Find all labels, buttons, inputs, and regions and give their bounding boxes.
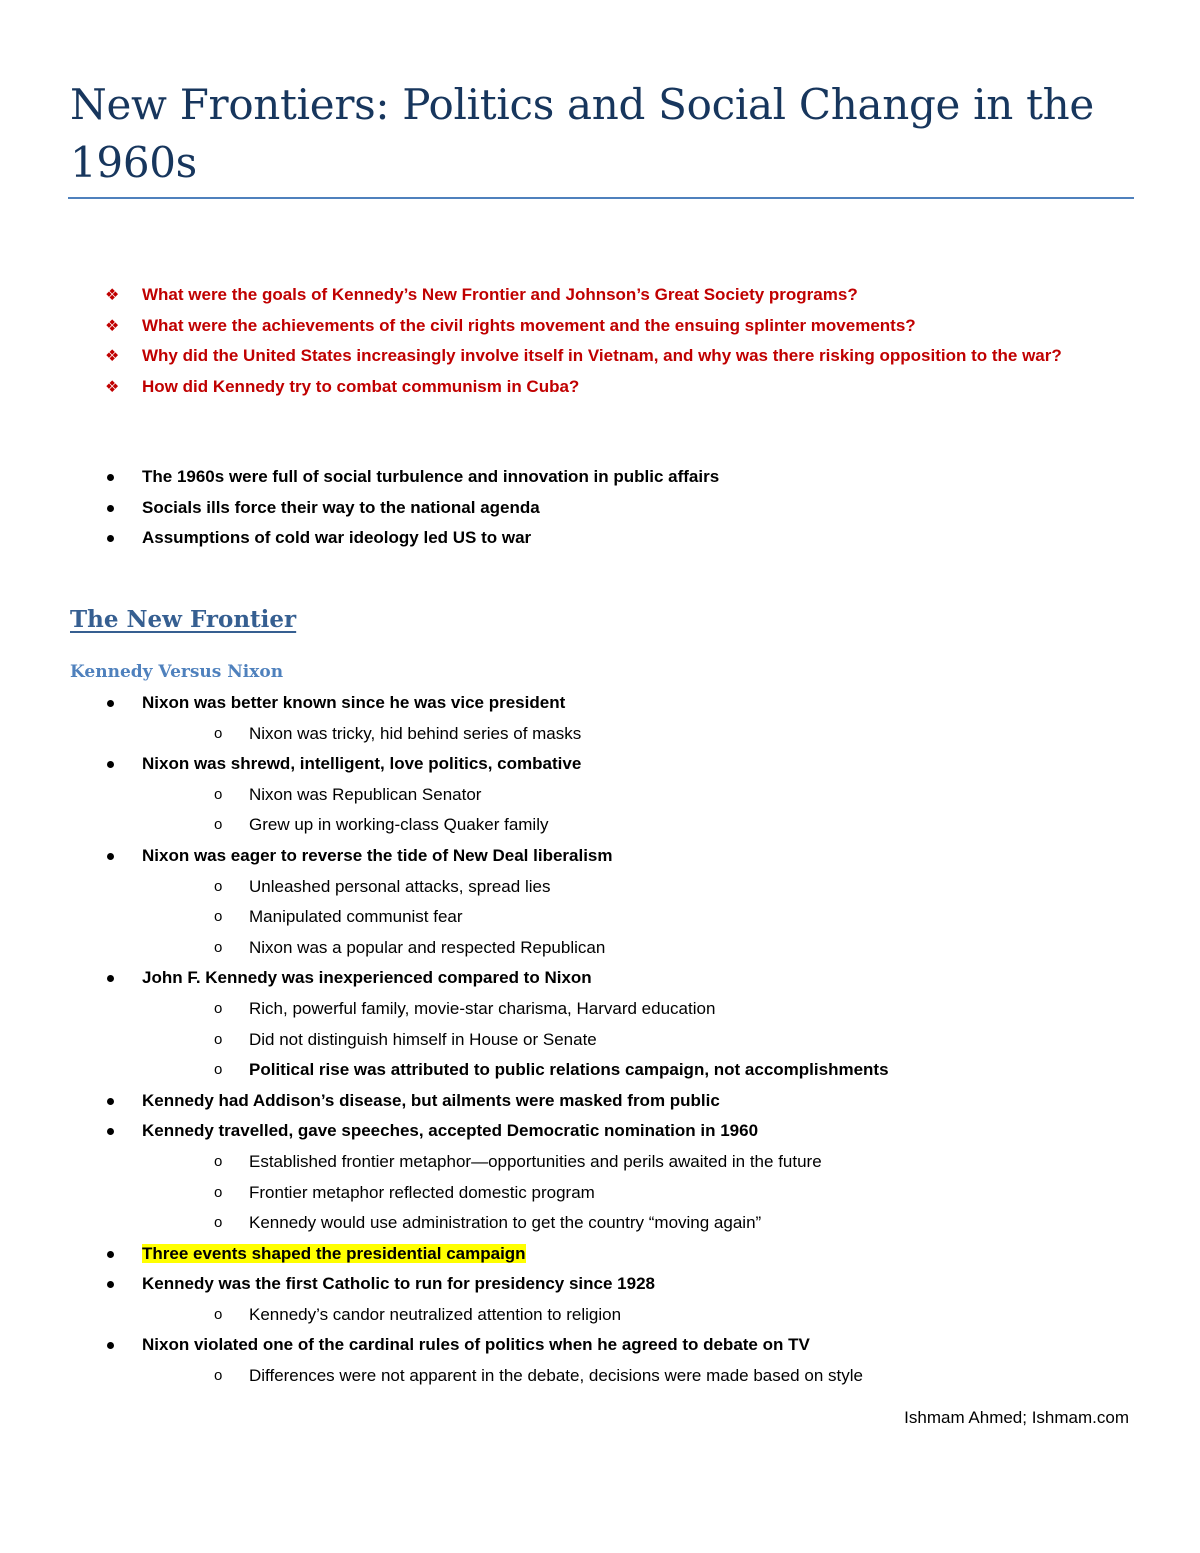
filled-circle-bullet-icon [107,1281,114,1288]
title-underline-rule [68,197,1134,199]
intro-point [105,493,1135,524]
question-text: How did Kennedy try to combat communism in Cuba? [142,376,580,396]
intro-point-text: Socials ills force their way to the national agenda [142,497,540,517]
outline-item [105,963,1145,1085]
guiding-question [105,372,1135,403]
outline-subitem [142,902,1145,933]
outline-sublist [142,719,1145,750]
hollow-o-marker: o [214,1367,223,1385]
outline-subitem-text: Kennedy’s candor neutralized attention to religion [249,1304,622,1324]
hollow-o-marker: o [214,1214,223,1232]
four-diamond-star-icon: ❖ [105,376,120,396]
outline-item-text: Nixon was shrewd, intelligent, love politics, combative [142,754,582,774]
outline-subitem [142,810,1145,841]
outline-item [105,1086,1145,1117]
outline-item-text: Nixon was eager to reverse the tide of New Deal liberalism [142,845,613,865]
outline-subitem [142,1178,1145,1209]
outline-subitem-text: Nixon was tricky, hid behind series of masks [249,723,582,743]
hollow-o-marker: o [214,908,223,926]
outline-subitem [142,1361,1145,1392]
filled-circle-bullet-icon [107,975,114,982]
outline-item [105,749,1145,841]
outline-subitem-text: Kennedy would use administration to get the country “moving again” [249,1213,762,1233]
filled-circle-bullet-icon [107,1342,114,1349]
outline-sublist [142,872,1145,964]
section-heading-new-frontier: The New Frontier [70,606,297,633]
hollow-o-marker: o [214,816,223,834]
hollow-o-marker: o [214,938,223,956]
outline-item-highlighted [105,1239,1145,1270]
outline-sublist [142,1300,1145,1331]
document-title: New Frontiers: Politics and Social Change in the 1960s [70,80,1094,187]
outline-item-text: John F. Kennedy was inexperienced compared to Nixon [142,968,592,988]
outline-sublist [142,994,1145,1086]
hollow-o-marker: o [214,1183,223,1201]
outline-item [105,1116,1145,1238]
outline-subitem [142,1025,1145,1056]
outline-sublist [142,1361,1145,1392]
outline-item [105,841,1145,963]
filled-circle-bullet-icon [107,1128,114,1135]
outline-subitem-text: Manipulated communist fear [249,907,463,927]
outline-subitem-text: Unleashed personal attacks, spread lies [249,876,551,896]
filled-circle-bullet-icon [107,535,114,542]
outline-subitem-text: Political rise was attributed to public relations campaign, not accomplishments [249,1060,889,1080]
hollow-o-marker: o [214,1152,223,1170]
four-diamond-star-icon: ❖ [105,346,120,365]
outline-item-text: Kennedy travelled, gave speeches, accepted Democratic nomination in 1960 [142,1121,759,1141]
outline-item-text: Kennedy had Addison’s disease, but ailments were masked from public [142,1090,720,1110]
highlighted-text: Three events shaped the presidential campaign [142,1243,526,1263]
outline-subitem-text: Established frontier metaphor—opportunities and perils awaited in the future [249,1151,822,1171]
question-text: What were the goals of Kennedy’s New Frontier and Johnson’s Great Society programs? [142,285,858,304]
outline-item [105,688,1145,749]
page-footer-credit: Ishmam Ahmed; Ishmam.com [904,1408,1129,1427]
guiding-question [105,311,1135,342]
outline-sublist [142,1147,1145,1239]
outline-subitem [142,994,1145,1025]
outline-sublist [142,780,1145,841]
four-diamond-star-icon: ❖ [105,285,120,304]
filled-circle-bullet-icon [107,853,114,860]
outline-item [105,1269,1145,1330]
outline-subitem-text: Differences were not apparent in the debate, decisions were made based on style [249,1366,863,1386]
hollow-o-marker: o [214,1030,223,1048]
outline-item-text: Nixon violated one of the cardinal rules of politics when he agreed to debate on TV [142,1335,810,1355]
outline-subitem-text: Rich, powerful family, movie-star charisma, Harvard education [249,998,716,1018]
guiding-question [105,341,1135,372]
question-text: Why did the United States increasingly involve itself in Vietnam, and why was there risking opposition to the war? [142,346,1062,365]
outline-item [105,1330,1145,1391]
intro-point [105,462,1135,493]
outline-subitem [142,872,1145,903]
intro-point [105,523,1135,554]
hollow-o-marker: o [214,1305,223,1323]
hollow-o-marker: o [214,877,223,895]
filled-circle-bullet-icon [107,1098,114,1105]
hollow-o-marker: o [214,724,223,742]
intro-point-text: The 1960s were full of social turbulence and innovation in public affairs [142,467,720,486]
hollow-o-marker: o [214,999,223,1017]
hollow-o-marker: o [214,1061,223,1079]
guiding-questions-list [105,280,1135,402]
four-diamond-star-icon: ❖ [105,315,120,335]
intro-points-list [105,462,1135,554]
outline-subitem [142,780,1145,811]
outline-subitem-text: Nixon was a popular and respected Republican [249,937,606,957]
outline-subitem [142,719,1145,750]
filled-circle-bullet-icon [107,474,114,481]
outline-subitem [142,933,1145,964]
intro-point-text: Assumptions of cold war ideology led US to war [142,528,532,548]
outline-item-text: Nixon was better known since he was vice president [142,693,566,712]
hollow-o-marker: o [214,785,223,803]
outline-subitem-text: Grew up in working-class Quaker family [249,815,549,835]
guiding-question [105,280,1135,311]
outline-subitem-text: Frontier metaphor reflected domestic program [249,1182,595,1202]
outline-subitem-text: Did not distinguish himself in House or Senate [249,1029,597,1049]
filled-circle-bullet-icon [107,1251,114,1258]
outline-subitem [142,1055,1145,1086]
question-text: What were the achievements of the civil rights movement and the ensuing splinter movements? [142,315,916,335]
outline-subitem-text: Nixon was Republican Senator [249,784,482,804]
filled-circle-bullet-icon [107,505,114,512]
outline-item-text: Kennedy was the first Catholic to run for presidency since 1928 [142,1274,655,1294]
outline-subitem [142,1147,1145,1178]
filled-circle-bullet-icon [107,761,114,768]
filled-circle-bullet-icon [107,700,114,707]
outline-subitem [142,1208,1145,1239]
outline-subitem [142,1300,1145,1331]
subsection-heading-kennedy-vs-nixon: Kennedy Versus Nixon [70,662,284,682]
notes-outline [105,688,1145,1392]
